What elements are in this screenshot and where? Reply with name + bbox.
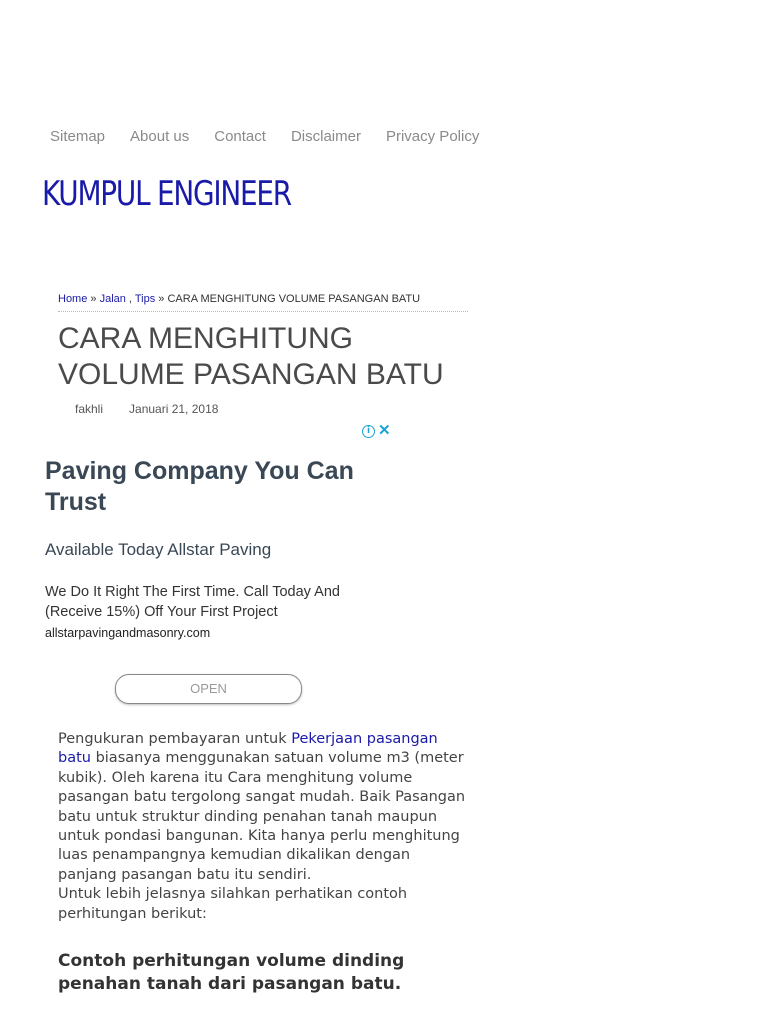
breadcrumb-category-tips-link[interactable]: Tips bbox=[134, 293, 156, 305]
article-body bbox=[58, 730, 468, 996]
article-text: biasanya menggunakan satuan volume m3 (meter kubik). Oleh karena itu Cara menghitung volume pasangan batu tergolong sangat mudah. Baik Pasangan batu untuk struktur dinding penahan tanah maupun untuk pondasi bangunan. Kita hanya perlu menghitung luas penampangnya kemudian dikalikan dengan panjang pasangan batu itu sendiri. bbox=[58, 750, 466, 883]
nav-about-link[interactable]: About us bbox=[130, 128, 190, 145]
site-title[interactable]: KUMPUL ENGINEER bbox=[42, 174, 291, 214]
breadcrumb-category-jalan-link[interactable]: Jalan bbox=[99, 293, 126, 305]
ad-url[interactable]: allstarpavingandmasonry.com bbox=[45, 626, 211, 640]
breadcrumb bbox=[58, 293, 468, 312]
nav-privacy-policy-link[interactable]: Privacy Policy bbox=[385, 128, 480, 145]
article-heading: Contoh perhitungan volume dinding penahan tanah dari pasangan batu. bbox=[58, 951, 405, 995]
breadcrumb-separator: » bbox=[155, 293, 168, 305]
nav-sitemap-link[interactable]: Sitemap bbox=[50, 128, 106, 145]
advertisement[interactable] bbox=[45, 456, 385, 640]
article-paragraph: Untuk lebih jelasnya silahkan perhatikan contoh perhitungan berikut: bbox=[58, 886, 408, 922]
article-text: Pengukuran pembayaran untuk bbox=[58, 731, 292, 747]
pekerjaan-pasangan-batu-link[interactable]: Pekerjaan pasangan batu bbox=[58, 731, 438, 767]
breadcrumb-comma: , bbox=[125, 293, 135, 305]
ad-headline[interactable]: Paving Company You Can Trust bbox=[45, 457, 354, 516]
post-title: CARA MENGHITUNG VOLUME PASANGAN BATU bbox=[58, 322, 444, 391]
post-meta bbox=[75, 402, 218, 416]
breadcrumb-separator: » bbox=[87, 293, 100, 305]
ad-controls bbox=[362, 424, 391, 438]
nav-contact-link[interactable]: Contact bbox=[214, 128, 266, 145]
close-icon[interactable]: ✕ bbox=[378, 422, 391, 439]
nav-disclaimer-link[interactable]: Disclaimer bbox=[290, 128, 361, 145]
article-paragraph bbox=[58, 730, 468, 885]
info-icon[interactable]: i bbox=[362, 425, 375, 438]
breadcrumb-current: CARA MENGHITUNG VOLUME PASANGAN BATU bbox=[167, 293, 421, 305]
ad-subheadline[interactable]: Available Today Allstar Paving bbox=[45, 540, 272, 559]
post-date: Januari 21, 2018 bbox=[129, 402, 219, 416]
top-navigation bbox=[50, 128, 479, 145]
breadcrumb-home-link[interactable]: Home bbox=[58, 293, 88, 305]
ad-description[interactable]: We Do It Right The First Time. Call Today And (Receive 15%) Off Your First Project bbox=[45, 584, 340, 620]
ad-open-button[interactable]: OPEN bbox=[115, 674, 302, 704]
post-author[interactable]: fakhli bbox=[75, 402, 104, 416]
